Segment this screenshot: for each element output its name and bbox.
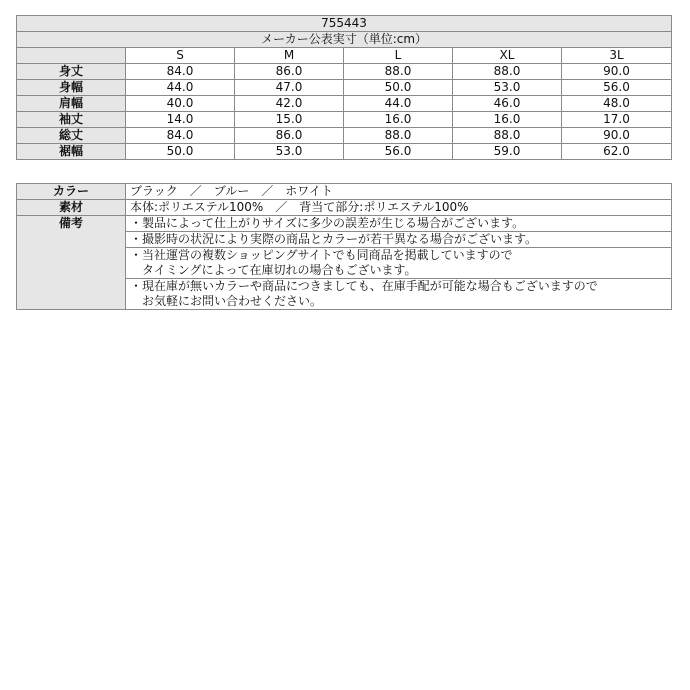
table-cell: 90.0 — [562, 128, 672, 144]
table-row — [17, 64, 672, 80]
material-value: 本体:ポリエステル100% ／ 背当て部分:ポリエステル100% — [126, 200, 672, 216]
table-cell: 14.0 — [126, 112, 235, 128]
table-cell: 84.0 — [126, 128, 235, 144]
table-cell: 17.0 — [562, 112, 672, 128]
note-item — [126, 248, 672, 279]
material-label: 素材 — [17, 200, 126, 216]
size-header: XL — [453, 48, 562, 64]
table-row — [17, 144, 672, 160]
table-cell: 88.0 — [344, 64, 453, 80]
size-header: M — [235, 48, 344, 64]
table-cell: 40.0 — [126, 96, 235, 112]
size-header: S — [126, 48, 235, 64]
table-cell: 86.0 — [235, 64, 344, 80]
table-cell: 50.0 — [126, 144, 235, 160]
table-cell: 86.0 — [235, 128, 344, 144]
row-label: 裾幅 — [17, 144, 126, 160]
color-row — [17, 184, 672, 200]
size-header: 3L — [562, 48, 672, 64]
note-line: ・現在庫が無いカラーや商品につきましても、在庫手配が可能な場合もございますので — [130, 279, 598, 293]
table-cell: 88.0 — [344, 128, 453, 144]
note-line: お気軽にお問い合わせください。 — [130, 294, 323, 308]
note-item — [126, 216, 672, 232]
note-item — [126, 279, 672, 310]
note-item — [126, 232, 672, 248]
table-cell: 62.0 — [562, 144, 672, 160]
table-cell: 15.0 — [235, 112, 344, 128]
note-line: ・当社運営の複数ショッピングサイトでも同商品を掲載していますので — [130, 248, 513, 262]
table-cell: 84.0 — [126, 64, 235, 80]
table-cell: 90.0 — [562, 64, 672, 80]
table-cell: 46.0 — [453, 96, 562, 112]
row-label: 肩幅 — [17, 96, 126, 112]
table-cell: 88.0 — [453, 128, 562, 144]
table-cell: 47.0 — [235, 80, 344, 96]
table-cell: 16.0 — [344, 112, 453, 128]
note-line: ・製品によって仕上がりサイズに多少の誤差が生じる場合がございます。 — [130, 216, 525, 230]
table-cell: 16.0 — [453, 112, 562, 128]
color-value: ブラック ／ ブルー ／ ホワイト — [126, 184, 672, 200]
product-code: 755443 — [17, 16, 672, 32]
material-row — [17, 200, 672, 216]
table-cell: 44.0 — [344, 96, 453, 112]
row-label: 総丈 — [17, 128, 126, 144]
note-line: ・撮影時の状況により実際の商品とカラーが若干異なる場合がございます。 — [130, 232, 538, 246]
product-info-table — [16, 183, 672, 310]
table-cell: 48.0 — [562, 96, 672, 112]
row-label: 袖丈 — [17, 112, 126, 128]
table-cell: 44.0 — [126, 80, 235, 96]
table-row — [17, 112, 672, 128]
notes-label: 備考 — [17, 216, 126, 310]
table-row — [17, 80, 672, 96]
size-table — [16, 15, 672, 160]
table-cell: 50.0 — [344, 80, 453, 96]
table-row — [17, 128, 672, 144]
size-table-subtitle: メーカー公表実寸（単位:cm） — [17, 32, 672, 48]
size-header: L — [344, 48, 453, 64]
table-cell: 56.0 — [562, 80, 672, 96]
table-cell: 53.0 — [453, 80, 562, 96]
color-label: カラー — [17, 184, 126, 200]
size-header-row — [17, 48, 672, 64]
table-cell: 53.0 — [235, 144, 344, 160]
row-label: 身幅 — [17, 80, 126, 96]
table-cell: 59.0 — [453, 144, 562, 160]
table-cell: 88.0 — [453, 64, 562, 80]
table-cell: 42.0 — [235, 96, 344, 112]
notes-row — [17, 216, 672, 232]
table-row — [17, 96, 672, 112]
note-line: タイミングによって在庫切れの場合もございます。 — [130, 263, 417, 277]
row-label: 身丈 — [17, 64, 126, 80]
table-cell: 56.0 — [344, 144, 453, 160]
header-corner — [17, 48, 126, 64]
